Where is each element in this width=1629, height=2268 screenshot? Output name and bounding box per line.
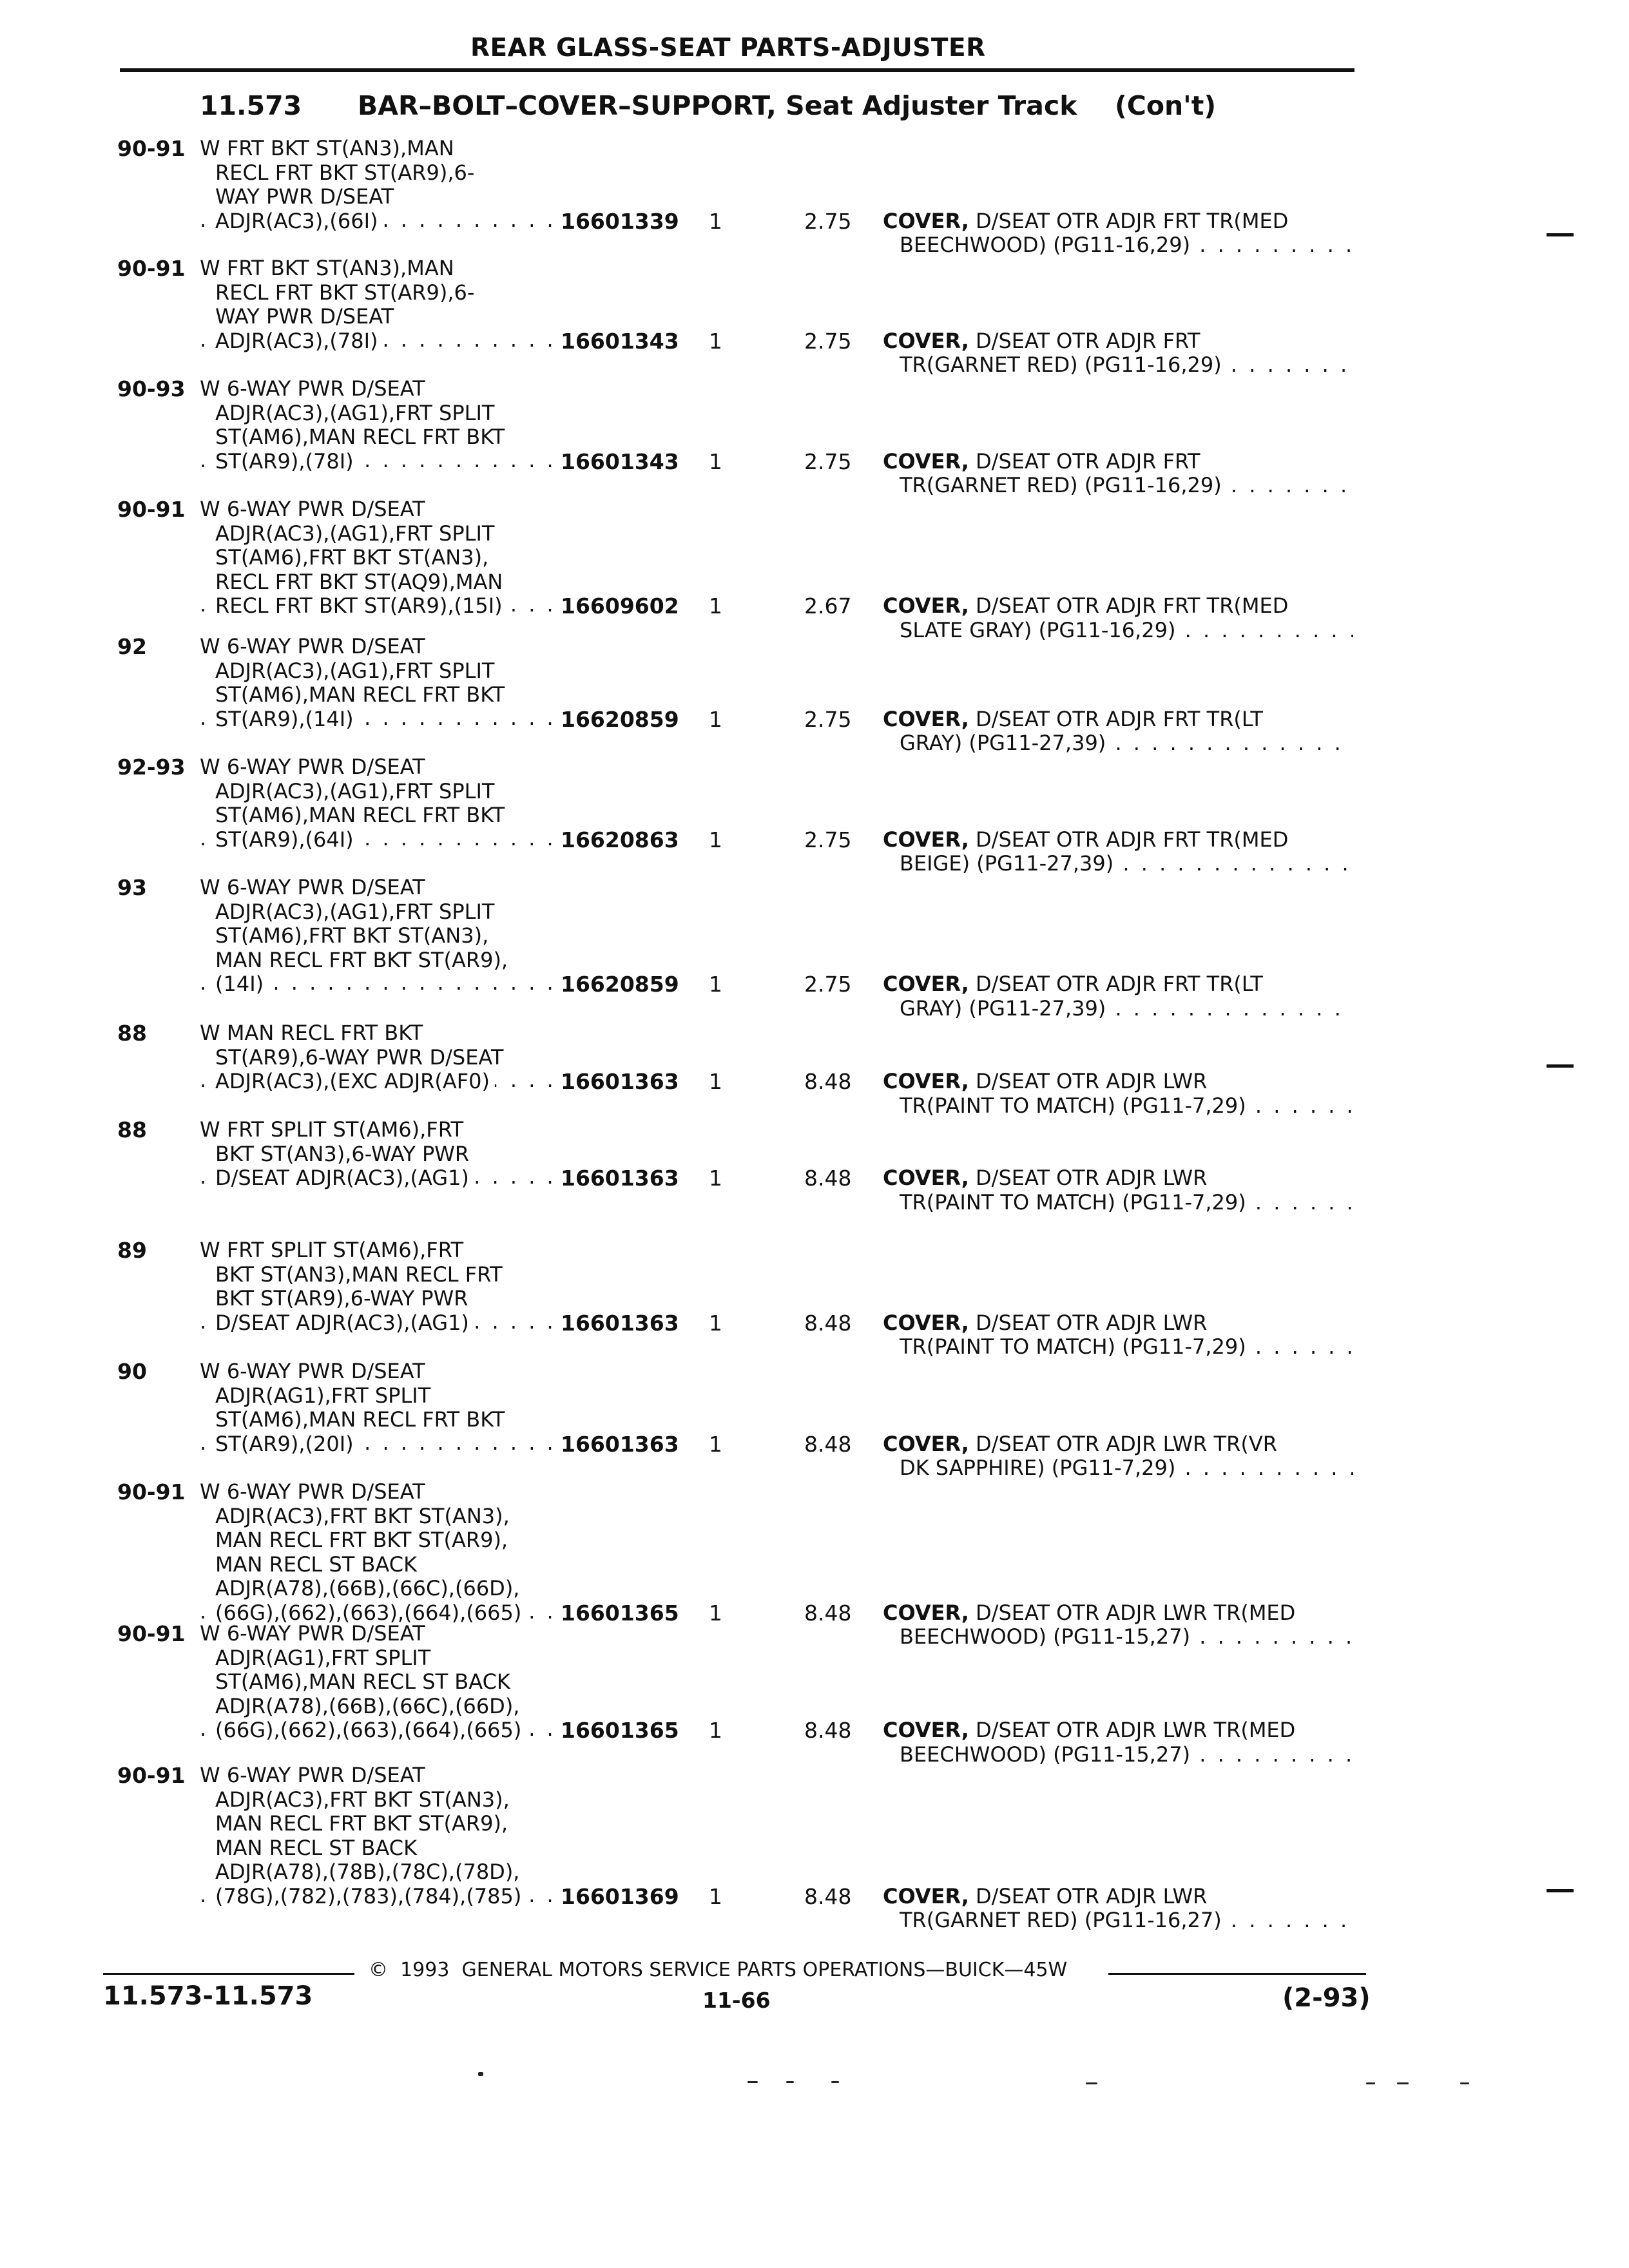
description-line-1 xyxy=(883,209,1353,234)
description-line-1 xyxy=(883,828,1353,852)
description-noun: COVER, xyxy=(883,1310,969,1335)
usage-line-text: (66G),(662),(663),(664),(665) xyxy=(215,1718,526,1742)
usage-line: ST(AM6),MAN RECL FRT BKT xyxy=(215,1407,505,1432)
description-line-2 xyxy=(883,1743,1353,1767)
usage-line: ADJR(A78),(66B),(66C),(66D), xyxy=(215,1693,520,1718)
description-line-1 xyxy=(883,707,1353,732)
description-line-1 xyxy=(883,1311,1353,1336)
description-text: D/SEAT OTR ADJR FRT TR(LT xyxy=(969,972,1263,996)
usage-line: ADJR(AC3),FRT BKT ST(AN3), xyxy=(215,1503,510,1528)
description-noun: COVER, xyxy=(883,208,969,233)
quantity: 1 xyxy=(709,1431,722,1457)
scan-speck xyxy=(1397,2082,1409,2084)
usage-line: ST(AR9),6-WAY PWR D/SEAT xyxy=(215,1044,504,1070)
usage-line: MAN RECL FRT BKT ST(AR9), xyxy=(215,947,508,972)
usage-description xyxy=(200,876,554,997)
part-number: 16601363 xyxy=(561,1166,679,1191)
usage-line: ADJR(AC3),(AG1),FRT SPLIT xyxy=(215,899,495,924)
model-years: 89 xyxy=(117,1238,147,1263)
description-line-1 xyxy=(883,1601,1353,1626)
model-years: 90-91 xyxy=(117,256,186,281)
section-number: 11.573 xyxy=(200,90,302,121)
usage-line: ST(AM6),MAN RECL FRT BKT xyxy=(215,425,505,449)
usage-line-text: RECL FRT BKT ST(AR9),(15I) xyxy=(215,594,508,618)
section-title: BAR–BOLT–COVER–SUPPORT, Seat Adjuster Track xyxy=(358,90,1077,121)
usage-line: W MAN RECL FRT BKT xyxy=(200,1021,423,1045)
usage-line: W 6-WAY PWR D/SEAT xyxy=(200,634,425,658)
continued-label: (Con't) xyxy=(1115,90,1217,121)
price: 8.48 xyxy=(804,1431,852,1457)
usage-line: ADJR(AC3),(AG1),FRT SPLIT xyxy=(215,658,495,683)
usage-line: W FRT SPLIT ST(AM6),FRT xyxy=(200,1238,464,1262)
usage-description xyxy=(200,1622,554,1743)
description-line-2 xyxy=(883,852,1353,876)
usage-line: ADJR(A78),(78B),(78C),(78D), xyxy=(215,1860,520,1884)
description-text: D/SEAT OTR ADJR FRT xyxy=(969,448,1200,474)
description-text-2: GRAY) (PG11-27,39) xyxy=(900,996,1106,1021)
usage-line: ADJR(A78),(66B),(66C),(66D), xyxy=(215,1576,520,1600)
scan-speck xyxy=(1366,2082,1375,2084)
usage-description xyxy=(200,1763,554,1908)
usage-line: W 6-WAY PWR D/SEAT xyxy=(200,754,425,779)
part-description xyxy=(883,329,1353,378)
description-text: D/SEAT OTR ADJR FRT TR(MED xyxy=(969,593,1289,618)
description-text-2: SLATE GRAY) (PG11-16,29) xyxy=(900,618,1176,642)
description-noun: COVER, xyxy=(883,1718,969,1742)
usage-line-text: D/SEAT ADJR(AC3),(AG1) xyxy=(215,1166,474,1190)
footer-range: 11.573-11.573 xyxy=(103,1981,313,2011)
part-number: 16601363 xyxy=(561,1431,679,1457)
price: 8.48 xyxy=(804,1069,852,1094)
part-description xyxy=(883,1070,1353,1118)
part-description xyxy=(883,1432,1353,1481)
price: 8.48 xyxy=(804,1310,852,1336)
usage-description xyxy=(200,1238,554,1335)
usage-line xyxy=(200,450,554,474)
description-line-2 xyxy=(883,1335,1353,1360)
quantity: 1 xyxy=(709,706,722,732)
description-text: D/SEAT OTR ADJR LWR xyxy=(969,1166,1208,1190)
part-number: 16601339 xyxy=(561,208,679,234)
usage-description xyxy=(200,1118,554,1191)
price: 2.67 xyxy=(804,593,852,619)
model-years: 90-91 xyxy=(117,1763,186,1788)
description-line-2 xyxy=(883,619,1353,643)
usage-line xyxy=(200,594,554,619)
usage-description xyxy=(200,377,554,474)
usage-line: W FRT BKT ST(AN3),MAN xyxy=(200,256,454,280)
quantity: 1 xyxy=(709,1166,722,1191)
margin-mark xyxy=(1547,1889,1574,1892)
usage-description xyxy=(200,635,554,731)
description-text-2: TR(PAINT TO MATCH) (PG11-7,29) xyxy=(900,1335,1246,1359)
model-years: 90-91 xyxy=(117,497,186,522)
part-description xyxy=(883,1885,1353,1933)
usage-line: W 6-WAY PWR D/SEAT xyxy=(200,376,425,401)
price: 2.75 xyxy=(804,706,852,732)
scan-speck xyxy=(831,2081,839,2083)
usage-line: W 6-WAY PWR D/SEAT xyxy=(200,1479,425,1504)
description-text-2: TR(PAINT TO MATCH) (PG11-7,29) xyxy=(900,1093,1246,1118)
price: 2.75 xyxy=(804,448,852,474)
usage-line xyxy=(200,209,554,234)
usage-line: RECL FRT BKT ST(AQ9),MAN xyxy=(215,569,503,594)
price: 2.75 xyxy=(804,208,852,234)
description-text: D/SEAT OTR ADJR FRT TR(MED xyxy=(969,827,1289,852)
model-years: 90 xyxy=(117,1359,147,1384)
usage-line: ST(AM6),MAN RECL FRT BKT xyxy=(215,682,505,707)
quantity: 1 xyxy=(709,1310,722,1336)
usage-line: ST(AM6),FRT BKT ST(AN3), xyxy=(215,545,489,570)
description-line-1 xyxy=(883,1070,1353,1094)
usage-line: ADJR(AC3),FRT BKT ST(AN3), xyxy=(215,1787,510,1812)
model-years: 90-93 xyxy=(117,376,186,401)
quantity: 1 xyxy=(709,1600,722,1626)
usage-description xyxy=(200,256,554,353)
model-years: 90-91 xyxy=(117,136,186,161)
description-text: D/SEAT OTR ADJR LWR TR(MED xyxy=(969,1718,1296,1742)
usage-line xyxy=(200,1070,554,1094)
scan-speck xyxy=(1460,2082,1469,2084)
margin-mark xyxy=(1547,1064,1574,1068)
quantity: 1 xyxy=(709,972,722,997)
description-text: D/SEAT OTR ADJR LWR TR(VR xyxy=(969,1431,1277,1456)
usage-line: W 6-WAY PWR D/SEAT xyxy=(200,1621,425,1646)
part-description xyxy=(883,450,1353,498)
description-line-1 xyxy=(883,1885,1353,1909)
usage-line xyxy=(200,329,554,354)
usage-line: RECL FRT BKT ST(AR9),6- xyxy=(215,160,475,185)
usage-line xyxy=(200,1432,554,1457)
model-years: 88 xyxy=(117,1021,147,1046)
usage-description xyxy=(200,1021,554,1094)
description-noun: COVER, xyxy=(883,448,969,474)
usage-line: ST(AM6),MAN RECL FRT BKT xyxy=(215,803,505,827)
description-line-1 xyxy=(883,1718,1353,1743)
model-years: 92-93 xyxy=(117,754,186,780)
scan-speck xyxy=(478,2072,483,2076)
description-noun: COVER, xyxy=(883,706,969,731)
model-years: 93 xyxy=(117,875,147,900)
scan-speck xyxy=(747,2081,758,2083)
quantity: 1 xyxy=(709,448,722,474)
description-line-2 xyxy=(883,1094,1353,1119)
footer-page-number: 11-66 xyxy=(702,1988,771,2013)
description-line-2 xyxy=(883,997,1353,1021)
description-line-1 xyxy=(883,1432,1353,1457)
usage-line xyxy=(200,828,554,852)
usage-line: W 6-WAY PWR D/SEAT xyxy=(200,875,425,899)
usage-description xyxy=(200,755,554,852)
part-description xyxy=(883,1601,1353,1649)
page-header: REAR GLASS-SEAT PARTS-ADJUSTER xyxy=(470,34,986,62)
description-line-1 xyxy=(883,972,1353,997)
usage-line xyxy=(200,1885,554,1909)
part-description xyxy=(883,1166,1353,1215)
usage-line: ST(AM6),MAN RECL ST BACK xyxy=(215,1669,510,1694)
description-text-2: TR(PAINT TO MATCH) (PG11-7,29) xyxy=(900,1190,1246,1215)
usage-line: W FRT BKT ST(AN3),MAN xyxy=(200,136,454,160)
usage-line: RECL FRT BKT ST(AR9),6- xyxy=(215,280,475,305)
usage-line: WAY PWR D/SEAT xyxy=(215,184,394,209)
description-line-1 xyxy=(883,329,1353,354)
description-line-1 xyxy=(883,450,1353,474)
usage-line-text: (66G),(662),(663),(664),(665) xyxy=(215,1601,526,1625)
description-text: D/SEAT OTR ADJR LWR xyxy=(969,1883,1208,1908)
usage-line: W 6-WAY PWR D/SEAT xyxy=(200,497,425,521)
description-text-2: GRAY) (PG11-27,39) xyxy=(900,731,1106,755)
price: 2.75 xyxy=(804,972,852,997)
usage-line-text: ADJR(AC3),(78I) xyxy=(215,329,383,353)
part-number: 16601343 xyxy=(561,328,679,354)
price: 8.48 xyxy=(804,1718,852,1743)
usage-line: W 6-WAY PWR D/SEAT xyxy=(200,1763,425,1787)
model-years: 90-91 xyxy=(117,1621,186,1646)
quantity: 1 xyxy=(709,1069,722,1094)
part-number: 16601343 xyxy=(561,448,679,474)
description-line-2 xyxy=(883,1908,1353,1933)
part-description xyxy=(883,972,1353,1021)
footer-date: (2-93) xyxy=(1282,1983,1371,2013)
description-text-2: BEECHWOOD) (PG11-15,27) xyxy=(900,1742,1191,1767)
usage-line: BKT ST(AN3),MAN RECL FRT xyxy=(215,1262,503,1287)
description-line-1 xyxy=(883,1166,1353,1191)
usage-line-text: (78G),(782),(783),(784),(785) xyxy=(215,1885,526,1908)
part-description xyxy=(883,1311,1353,1360)
usage-description xyxy=(200,497,554,619)
footer-rule-left xyxy=(103,1973,354,1975)
usage-line xyxy=(200,707,554,732)
usage-line: ADJR(AG1),FRT SPLIT xyxy=(215,1383,431,1408)
usage-line: MAN RECL FRT BKT ST(AR9), xyxy=(215,1811,508,1836)
usage-description xyxy=(200,1480,554,1625)
description-text: D/SEAT OTR ADJR LWR TR(MED xyxy=(969,1600,1296,1625)
description-line-2 xyxy=(883,233,1353,258)
usage-line: WAY PWR D/SEAT xyxy=(215,304,394,329)
part-description xyxy=(883,828,1353,876)
description-text-2: BEIGE) (PG11-27,39) xyxy=(900,852,1114,876)
usage-line-text: ADJR(AC3),(EXC ADJR(AF0) xyxy=(215,1070,495,1093)
part-description xyxy=(883,707,1353,756)
price: 8.48 xyxy=(804,1166,852,1191)
usage-line: W 6-WAY PWR D/SEAT xyxy=(200,1359,425,1383)
price: 8.48 xyxy=(804,1883,852,1909)
price: 2.75 xyxy=(804,827,852,852)
price: 8.48 xyxy=(804,1600,852,1626)
description-line-2 xyxy=(883,1625,1353,1649)
description-noun: COVER, xyxy=(883,1600,969,1625)
usage-line xyxy=(200,1166,554,1191)
margin-mark xyxy=(1547,233,1574,236)
description-text-2: TR(GARNET RED) (PG11-16,29) xyxy=(900,474,1222,497)
description-text: D/SEAT OTR ADJR FRT TR(LT xyxy=(969,706,1263,731)
quantity: 1 xyxy=(709,208,722,234)
description-noun: COVER, xyxy=(883,972,969,996)
description-noun: COVER, xyxy=(883,1431,969,1456)
scan-speck xyxy=(1086,2082,1097,2084)
usage-line-text: ADJR(AC3),(66I) xyxy=(215,209,383,233)
model-years: 90-91 xyxy=(117,1479,186,1504)
description-line-2 xyxy=(883,474,1353,498)
description-line-2 xyxy=(883,1191,1353,1215)
usage-line: ST(AM6),FRT BKT ST(AN3), xyxy=(215,923,489,948)
usage-line xyxy=(200,972,554,997)
quantity: 1 xyxy=(709,1883,722,1909)
usage-line: BKT ST(AN3),6-WAY PWR xyxy=(215,1141,470,1166)
part-number: 16601363 xyxy=(561,1069,679,1094)
usage-line-text: ST(AR9),(14I) xyxy=(215,707,359,731)
part-description xyxy=(883,1718,1353,1767)
part-number: 16620859 xyxy=(561,706,679,732)
description-text-2: TR(GARNET RED) (PG11-16,29) xyxy=(900,353,1222,377)
usage-line: MAN RECL ST BACK xyxy=(215,1835,418,1860)
usage-line-text: D/SEAT ADJR(AC3),(AG1) xyxy=(215,1311,474,1335)
quantity: 1 xyxy=(709,827,722,852)
description-line-1 xyxy=(883,594,1353,619)
description-noun: COVER, xyxy=(883,827,969,852)
usage-line xyxy=(200,1311,554,1336)
part-number: 16601369 xyxy=(561,1883,679,1909)
description-text: D/SEAT OTR ADJR LWR xyxy=(969,1310,1208,1335)
usage-line: MAN RECL ST BACK xyxy=(215,1552,418,1577)
part-number: 16601365 xyxy=(561,1600,679,1626)
part-number: 16609602 xyxy=(561,593,679,619)
description-line-2 xyxy=(883,731,1353,756)
description-noun: COVER, xyxy=(883,328,969,353)
usage-line-text: ST(AR9),(20I) xyxy=(215,1432,359,1456)
description-text-2: TR(GARNET RED) (PG11-16,27) xyxy=(900,1908,1222,1932)
part-number: 16601365 xyxy=(561,1718,679,1743)
description-noun: COVER, xyxy=(883,1883,969,1908)
usage-description xyxy=(200,1360,554,1456)
usage-description xyxy=(200,137,554,233)
quantity: 1 xyxy=(709,593,722,619)
part-number: 16620863 xyxy=(561,827,679,852)
usage-line: MAN RECL FRT BKT ST(AR9), xyxy=(215,1528,508,1552)
description-text: D/SEAT OTR ADJR LWR xyxy=(969,1069,1208,1093)
usage-line: ADJR(AC3),(AG1),FRT SPLIT xyxy=(215,400,495,425)
usage-line: ADJR(AG1),FRT SPLIT xyxy=(215,1645,431,1670)
usage-line-text: ST(AR9),(78I) xyxy=(215,450,359,474)
description-text-2: BEECHWOOD) (PG11-15,27) xyxy=(900,1625,1191,1649)
part-number: 16601363 xyxy=(561,1310,679,1336)
quantity: 1 xyxy=(709,1718,722,1743)
usage-line: W FRT SPLIT ST(AM6),FRT xyxy=(200,1117,464,1142)
part-description xyxy=(883,209,1353,258)
scan-speck xyxy=(786,2081,794,2083)
description-noun: COVER, xyxy=(883,1069,969,1093)
usage-line: BKT ST(AR9),6-WAY PWR xyxy=(215,1286,468,1311)
description-text: D/SEAT OTR ADJR FRT TR(MED xyxy=(969,208,1289,233)
description-noun: COVER, xyxy=(883,593,969,618)
quantity: 1 xyxy=(709,328,722,354)
part-description xyxy=(883,594,1353,642)
description-text: D/SEAT OTR ADJR FRT xyxy=(969,328,1200,353)
usage-line: ADJR(AC3),(AG1),FRT SPLIT xyxy=(215,778,495,803)
usage-line-text: (14I) xyxy=(215,972,269,996)
model-years: 88 xyxy=(117,1117,147,1142)
description-noun: COVER, xyxy=(883,1166,969,1190)
usage-line: ADJR(AC3),(AG1),FRT SPLIT xyxy=(215,521,495,546)
usage-line-text: ST(AR9),(64I) xyxy=(215,828,359,852)
description-text-2: DK SAPPHIRE) (PG11-7,29) xyxy=(900,1456,1176,1480)
footer-copyright: © 1993 GENERAL MOTORS SERVICE PARTS OPERATIONS—BUICK—45W xyxy=(369,1959,1068,1981)
footer-rule-right xyxy=(1108,1973,1366,1975)
usage-line xyxy=(200,1718,554,1743)
description-line-2 xyxy=(883,353,1353,378)
description-line-2 xyxy=(883,1456,1353,1481)
part-number: 16620859 xyxy=(561,972,679,997)
price: 2.75 xyxy=(804,328,852,354)
model-years: 92 xyxy=(117,634,147,659)
description-text-2: BEECHWOOD) (PG11-16,29) xyxy=(900,233,1191,257)
